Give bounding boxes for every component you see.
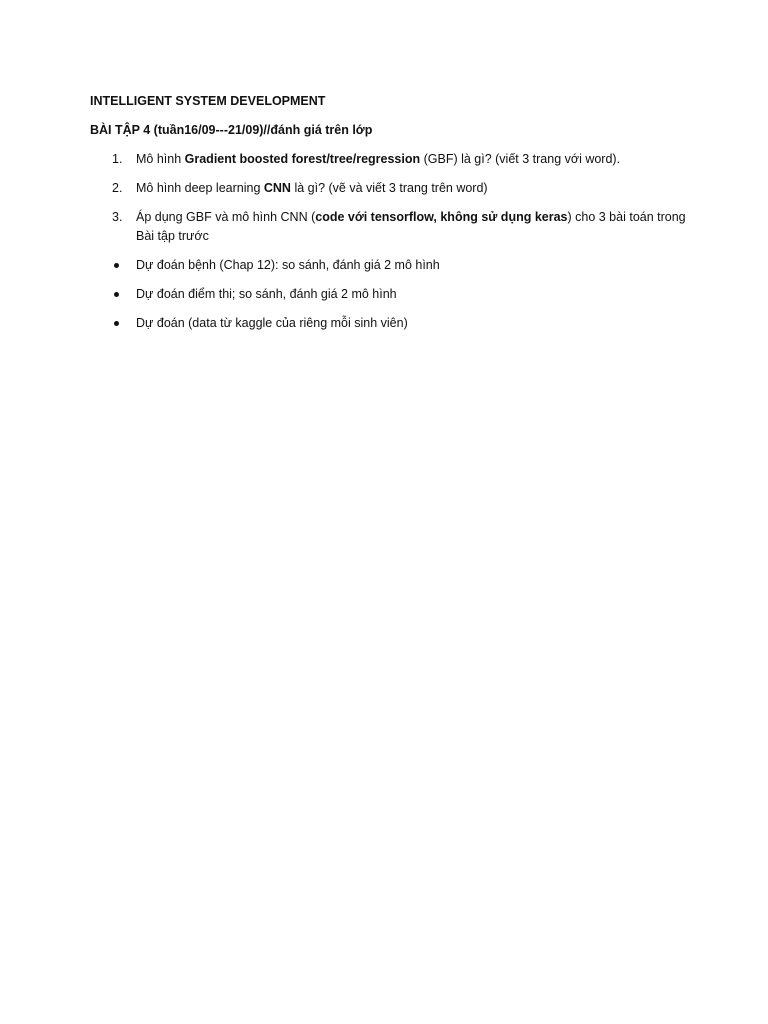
document-body (90, 92, 690, 343)
bullet-icon (114, 263, 119, 268)
bullet-item (90, 256, 690, 275)
task-number: 1. (112, 152, 123, 166)
task-item (90, 150, 690, 169)
task-text: Mô hình (136, 152, 185, 166)
task-text: ) cho 3 bài toán trong Bài tập trước (136, 210, 686, 243)
bullet-text: Dự đoán bệnh (Chap 12): so sánh, đánh giá 2 mô hình (136, 258, 440, 272)
task-item (90, 208, 690, 246)
task-text: là gì? (vẽ và viết 3 trang trên word) (290, 181, 488, 195)
document-title: INTELLIGENT SYSTEM DEVELOPMENT (90, 94, 326, 108)
bullet-item (90, 314, 690, 333)
bullet-text: Dự đoán điểm thi; so sánh, đánh giá 2 mô hình (136, 287, 397, 301)
assignment-title: BÀI TẬP 4 (tuần16/09---21/09)//đánh giá trên lớp (90, 123, 373, 137)
task-number: 2. (112, 181, 123, 195)
bullet-icon (114, 292, 119, 297)
task-item (90, 179, 690, 198)
bullet-text: Dự đoán (data từ kaggle của riêng mỗi sinh viên) (136, 316, 408, 330)
task-number: 3. (112, 210, 123, 224)
task-text: Áp dụng GBF và mô hình CNN ( (136, 210, 316, 224)
task-bold-text: CNN (263, 181, 291, 195)
task-list (90, 150, 690, 246)
task-text: (GBF) là gì? (viết 3 trang với word). (420, 152, 621, 166)
bullet-icon (114, 321, 119, 326)
bullet-item (90, 285, 690, 304)
task-bold-text: code với tensorflow, không sử dụng keras (315, 210, 568, 224)
bullet-list (90, 256, 690, 333)
task-bold-text: Gradient boosted forest/tree/regression (184, 152, 421, 166)
task-text: Mô hình deep learning (136, 181, 264, 195)
